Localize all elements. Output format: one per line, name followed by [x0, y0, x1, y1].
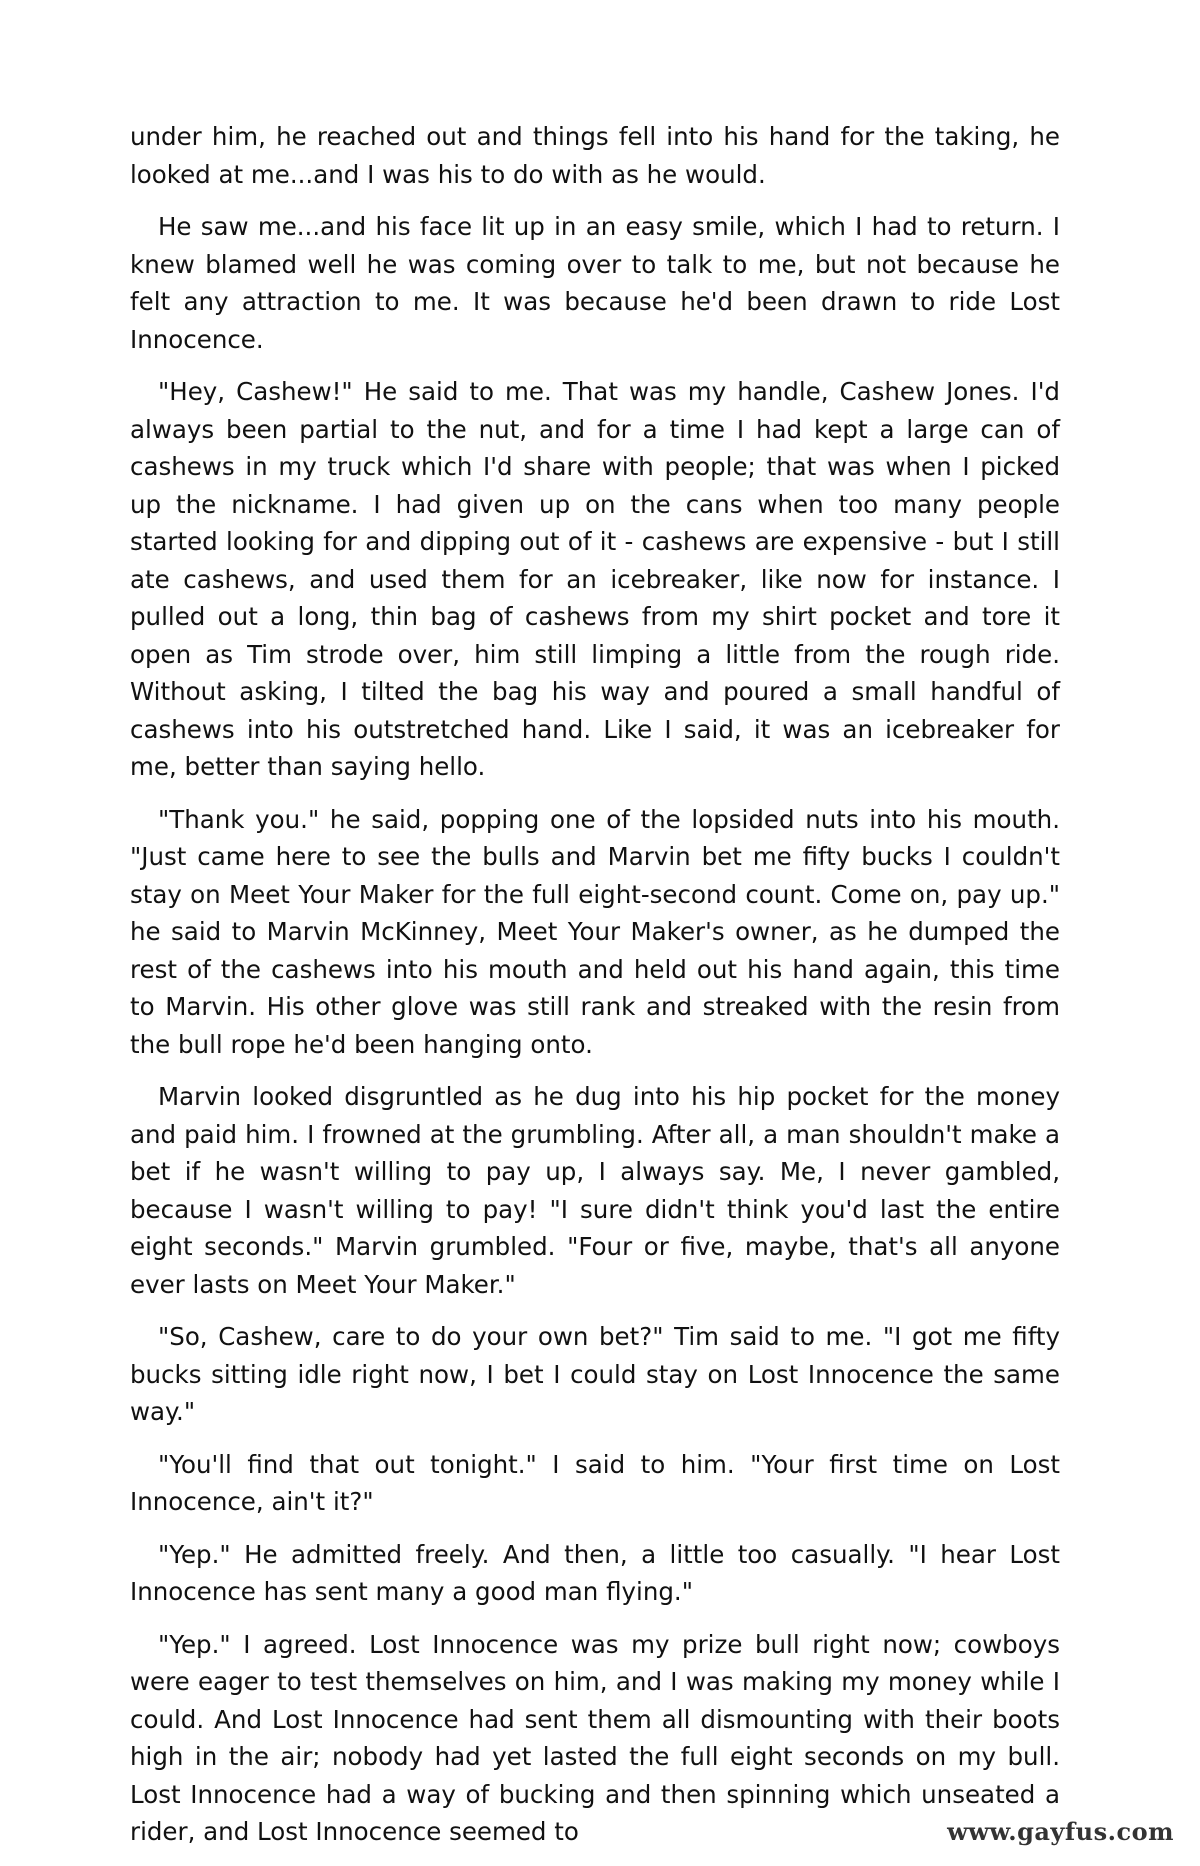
watermark: www.gayfus.com — [947, 1817, 1174, 1846]
paragraph-8: "Yep." He admitted freely. And then, a little too casually. "I hear Lost Innocence has sent many a good man flying." — [130, 1539, 1060, 1606]
paragraph-5: Marvin looked disgruntled as he dug into his hip pocket for the money and paid him. I frowned at the grumbling. After all, a man shouldn't make a bet if he wasn't willing to pay up, I always say. Me, I never gambled, because I wasn't willing to pay! "I sure didn't think you'd last the entire eight seconds." Marvin grumbled. "Four or five, maybe, that's all anyone ever lasts on Meet Your Maker." — [130, 1082, 1060, 1299]
paragraph-4: "Thank you." he said, popping one of the lopsided nuts into his mouth. "Just came here to see the bulls and Marvin bet me fifty bucks I couldn't stay on Meet Your Maker for the full eight-second count. Come on, pay up." he said to Marvin McKinney, Meet Your Maker's owner, as he dumped the rest of the cashews into his mouth and held out his hand again, this time to Marvin. His other glove was still rank and streaked with the resin from the bull rope he'd been hanging onto. — [130, 804, 1060, 1059]
paragraph-3: "Hey, Cashew!" He said to me. That was my handle, Cashew Jones. I'd always been partial to the nut, and for a time I had kept a large can of cashews in my truck which I'd share with people; that was when I picked up the nickname. I had given up on the cans when too many people started looking for and dipping out of it - cashews are expensive - but I still ate cashews, and used them for an icebreaker, like now for instance. I pulled out a long, thin bag of cashews from my shirt pocket and tore it open as Tim strode over, him still limping a little from the rough ride. Without asking, I tilted the bag his way and poured a small handful of cashews into his outstretched hand. Like I said, it was an icebreaker for me, better than saying hello. — [130, 377, 1060, 781]
paragraph-7: "You'll find that out tonight." I said to him. "Your first time on Lost Innocence, ain't it?" — [130, 1449, 1060, 1516]
paragraph-9: "Yep." I agreed. Lost Innocence was my prize bull right now; cowboys were eager to test themselves on him, and I was making my money while I could. And Lost Innocence had sent them all dismounting with their boots high in the air; nobody had yet lasted the full eight seconds on my bull. Lost Innocence had a way of bucking and then spinning which unseated a rider, and Lost Innocence seemed to — [130, 1629, 1060, 1846]
paragraph-2: He saw me...and his face lit up in an easy smile, which I had to return. I knew blamed well he was coming over to talk to me, but not because he felt any attraction to me. It was because he'd been drawn to ride Lost Innocence. — [130, 212, 1060, 354]
paragraph-6: "So, Cashew, care to do your own bet?" Tim said to me. "I got me fifty bucks sitting idle right now, I bet I could stay on Lost Innocence the same way." — [130, 1322, 1060, 1426]
story-text — [130, 118, 1060, 1866]
paragraph-1: under him, he reached out and things fell into his hand for the taking, he looked at me...and I was his to do with as he would. — [130, 122, 1060, 189]
